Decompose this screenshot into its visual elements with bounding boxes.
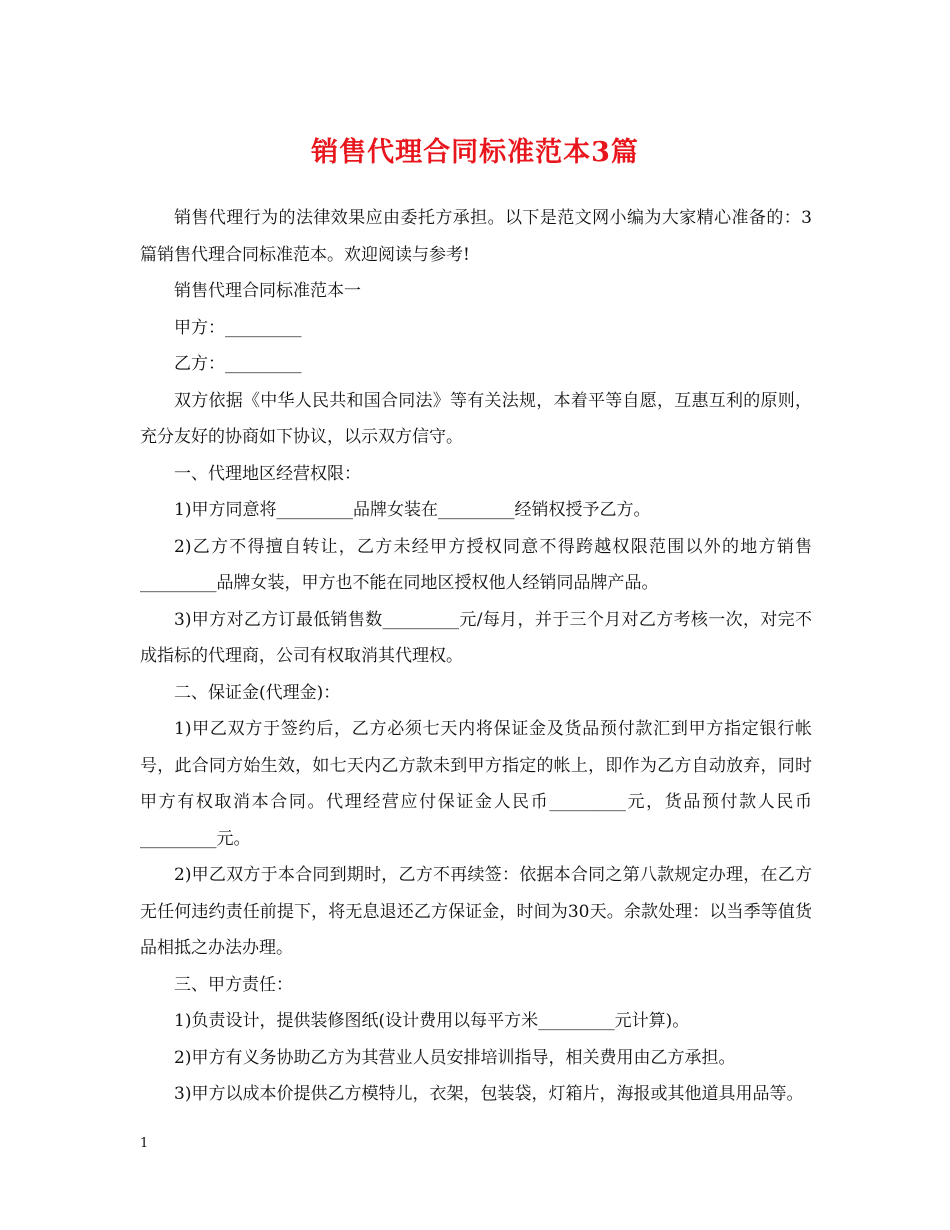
paragraph: 2)甲方有义务协助乙方为其营业人员安排培训指导，相关费用由乙方承担。 — [174, 1047, 736, 1068]
page-number: 1 — [140, 1136, 149, 1151]
document-title: 销售代理合同标准范本3篇 — [311, 137, 639, 168]
paragraph: 乙方：_________ — [174, 354, 302, 374]
paragraph: 销售代理合同标准范本一 — [174, 281, 361, 301]
document-body — [140, 200, 812, 1113]
paragraph: 双方依据《中华人民共和国合同法》等有关法规，本着平等自愿，互惠互利的原则，充分友好的协商如下协议，以示双方信守。 — [140, 390, 812, 447]
paragraph: 3)甲方对乙方订最低销售数_________元/每月，并于三个月对乙方考核一次，对完不成指标的代理商，公司有权取消其代理权。 — [140, 609, 812, 666]
paragraph: 1)甲方同意将_________品牌女装在_________经销权授予乙方。 — [174, 500, 651, 520]
section-heading: 三、甲方责任： — [174, 974, 293, 995]
section-heading: 二、保证金(代理金)： — [174, 682, 341, 703]
paragraph: 3)甲方以成本价提供乙方模特儿，衣架，包装袋，灯箱片，海报或其他道具用品等。 — [174, 1084, 804, 1104]
paragraph: 1)负责设计，提供装修图纸(设计费用以每平方米_________元计算)。 — [174, 1011, 690, 1031]
paragraph: 甲方：_________ — [174, 317, 302, 338]
section-heading: 一、代理地区经营权限： — [174, 463, 361, 484]
paragraph: 2)甲乙双方于本合同到期时，乙方不再续签：依据本合同之第八款规定办理，在乙方无任何违约责任前提下，将无息退还乙方保证金，时间为30天。余款处理：以当季等值货品相抵之办法办理。 — [140, 865, 812, 958]
paragraph: 2)乙方不得擅自转让，乙方未经甲方授权同意不得跨越权限范围以外的地方销售_________品牌女装，甲方也不能在同地区授权他人经销同品牌产品。 — [140, 536, 812, 593]
paragraph: 销售代理行为的法律效果应由委托方承担。以下是范文网小编为大家精心准备的：3篇销售代理合同标准范本。欢迎阅读与参考! — [140, 208, 812, 265]
paragraph: 1)甲乙双方于签约后，乙方必须七天内将保证金及货品预付款汇到甲方指定银行帐号，此合同方始生效，如七天内乙方款未到甲方指定的帐上，即作为乙方自动放弃，同时甲方有权取消本合同。代理经营应付保证金人民币_________元，货品预付款人民币_________元。 — [140, 719, 812, 849]
